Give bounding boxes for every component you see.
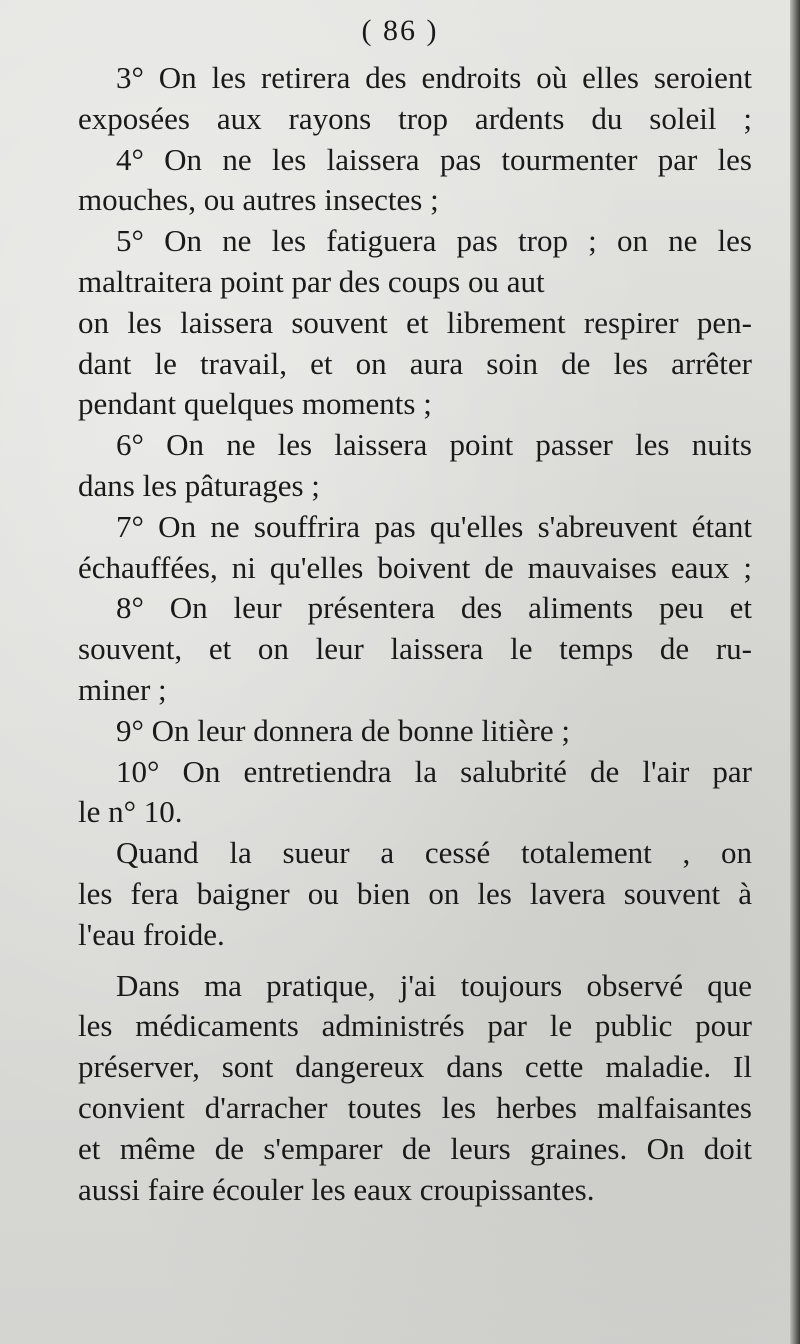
text-line: préserver, sont dangereux dans cette maladie. Il — [78, 1049, 752, 1085]
text-line: pendant quelques moments ; — [78, 386, 432, 422]
text-line: 9° On leur donnera de bonne litière ; — [116, 712, 570, 748]
page-number: ( 86 ) — [361, 14, 439, 47]
text-line: le n° 10. — [78, 794, 183, 830]
text-line: l'eau froide. — [78, 916, 225, 952]
text-line: maltraitera point par des coups ou aut — [78, 263, 545, 299]
text-line: souvent, et on leur laissera le temps de ru- — [78, 631, 752, 667]
text-line: et même de s'emparer de leurs graines. On doit — [78, 1130, 752, 1166]
text-line: convient d'arracher toutes les herbes malfaisantes — [78, 1089, 752, 1125]
text-line: 3° On les retirera des endroits où elles seroient — [116, 60, 752, 95]
text-line: échauffées, ni qu'elles boivent de mauvaises eaux ; — [78, 549, 752, 585]
text-line: aussi faire écouler les eaux croupissantes. — [78, 1171, 595, 1207]
text-line: 5° On ne les fatiguera pas trop ; on ne les — [116, 223, 752, 259]
text-line: mouches, ou autres insectes ; — [78, 182, 439, 218]
text-line: dant le travail, et on aura soin de les arrêter — [78, 345, 752, 381]
text-line: 4° On ne les laissera pas tourmenter par les — [116, 141, 752, 177]
text-line: 8° On leur présentera des aliments peu et — [116, 590, 752, 626]
text-line: les médicaments administrés par le public pour — [78, 1008, 752, 1044]
text-line: Dans ma pratique, j'ai toujours observé que — [116, 967, 752, 1003]
text-line: Quand la sueur a cessé totalement , on — [116, 835, 752, 871]
text-line: 10° On entretiendra la salubrité de l'air par — [116, 753, 752, 789]
text-line: on les laissera souvent et librement respirer pen- — [78, 304, 752, 340]
text-line: 7° On ne souffrira pas qu'elles s'abreuvent étant — [116, 508, 752, 544]
text-line: les fera baigner ou bien on les lavera souvent à — [78, 875, 752, 911]
body-text — [78, 58, 752, 1210]
text-line: miner ; — [78, 671, 167, 707]
page-edge-shadow — [790, 0, 800, 1344]
text-line: 6° On ne les laissera point passer les nuits — [116, 427, 752, 463]
text-line: dans les pâturages ; — [78, 467, 320, 503]
text-line: exposées aux rayons trop ardents du soleil ; — [78, 100, 752, 136]
